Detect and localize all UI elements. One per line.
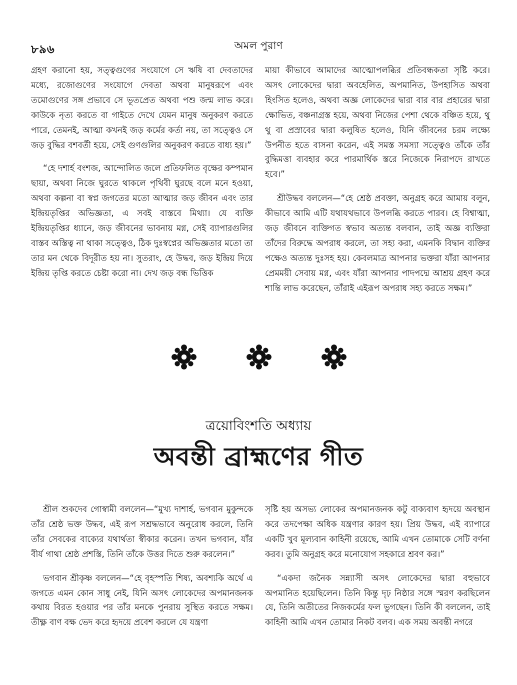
paragraph: শ্রীউদ্ধব বললেন—“হে শ্রেষ্ঠ প্রবক্তা, অনুগ্রহ করে আমায় বলুন, কীভাবে আমি এটি যথাযথভাবে উপলব্ধি করতে পারব। হে বিশ্বাত্মা, জড় জীবনে ব্যক্তিগত স্বভাব অত্যন্ত বলবান, তাই অজ্ঞ ব্যক্তিরা তাঁদের বিরুদ্ধে অপরাধ করলে, তা সহ্য করা, এমনকি বিদ্বান ব্যক্তির পক্ষেও অত্যন্ত দুঃসহ হয়। কেবলমাত্র আপনার ভক্তরা যাঁরা আপনার প্রেমময়ী সেবায় মগ্ন, এবং যাঁরা আপনার পাদপদ্মে আশ্রয় গ্রহণ করে শান্তি লাভ করেছেন, তাঁরাই এইরূপ অপরাধ সহ্য করতে সক্ষম।” [265, 193, 490, 293]
text-column-left-bottom [31, 502, 253, 630]
paragraph: সৃষ্টি হয় অসভ্য লোকের অপমানজনক কটু বাক্যবাণ হৃদয়ে অবস্থান করে তদপেক্ষা অধিক যন্ত্রণার কারণ হয়। প্রিয় উদ্ধব, এই ব্যাপারে একটি খুব মূল্যবান কাহিনী রয়েছে, আমি এখন তোমাকে সেটি বর্ণনা করব। তুমি অনুগ্রহ করে মনোযোগ সহকারে শ্রবণ কর।” [265, 504, 490, 559]
paragraph: মায়া কীভাবে আমাদের আত্মোপলব্ধির প্রতিবন্ধকতা সৃষ্টি করে। অসৎ লোকেদের দ্বারা অবহেলিত, অপমানিত, উপহাসিত অথবা হিংসিত হলেও, অথবা অজ্ঞ লোকেদের দ্বারা বার বার প্রহারের দ্বারা ক্ষোভিত, বঞ্চনাগ্রস্ত হয়ে, অথবা নিজের পেশা থেকে বঞ্চিত হয়ে, থু থু বা প্রস্রাবের দ্বারা কলুষিত হলেও, যিনি জীবনের চরম লক্ষ্যে উপনীত হতে বাসনা করেন, এই সমস্ত সমস্যা সত্ত্বেও তাঁকে তাঁর বুদ্ধিমত্তা ব্যবহার করে পারমার্থিক স্তরে নিজেকে নিরাপদে রাখতে হবে।” [265, 65, 490, 180]
chapter-label: ত্রয়োবিংশতি অধ্যায় [205, 418, 312, 434]
paragraph: “হে দশার্হ বংশজ, আন্দোলিত জলে প্রতিফলিত বৃক্ষের কম্পমান ছায়া, অথবা নিজে ঘুরতে থাকলে পৃথিবী ঘুরছে বলে মনে হওয়া, অথবা কল্পনা বা স্বপ্ন জগতের মতো আত্মার জড় জীবন এবং তার ইন্দ্রিয়তৃপ্তির অভিজ্ঞতা, এ সবই বাস্তবে মিথ্যা। যে ব্যক্তি ইন্দ্রিয়তৃপ্তির ধ্যানে, জড় জীবনের ভাবনায় মগ্ন, সেই ব্যাপারগুলির বাস্তব অস্তিত্ব না থাকা সত্ত্বেও, ঠিক দুঃস্বপ্নের অভিজ্ঞতার মতো তা তার মন থেকে বিদূরীত হয় না। সুতরাং, হে উদ্ধব, জড় ইন্দ্রিয় দিয়ে ইন্দ্রিয় তৃপ্তি করতে চেষ্টা করো না। দেখ জড় বন্ধ ভিত্তিক [31, 163, 253, 278]
flower-ornament-icon [246, 344, 272, 370]
section-divider [0, 344, 517, 370]
paragraph: “একদা জনৈক সন্ন্যাসী অসৎ লোকেদের দ্বারা বহুভাবে অপমানিত হয়েছিলেন। তিনি কিন্তু দৃঢ় নিষ্ঠার সঙ্গে স্মরণ করছিলেন যে, তিনি অতীতের নিজকর্মের ফল ভুগছেন। তিনি কী বললেন, তাই কাহিনী আমি এখন তোমার নিকট বলব। এক সময় অবন্তী নগরে [265, 572, 490, 628]
text-column-right-top [265, 63, 490, 296]
paragraph: গ্রহণ করানো হয়, সত্ত্বগুণের সংযোগে সে ঋষি বা দেবতাদের মধ্যে, রজোগুণের সংযোগে দেবতা অথবা মানুষরূপে এবং তমোগুণের সঙ্গ প্রভাবে সে ভূতপ্রেত অথবা পশু জন্ম লাভ করে। কাউকে নৃত্য করতে বা গাইতে দেখে যেমন মানুষ অনুকরণ করতে পারে, তেমনই, আত্মা কখনই জড় কর্মের কর্তা নয়, তা সত্ত্বেও সে জড় বুদ্ধির বশবর্তী হয়ে, সেই গুণগুলির অনুকরণ করতে বাধ্য হয়।” [31, 65, 253, 150]
running-title: অমল পুরাণ [234, 40, 283, 52]
text-column-left-top [31, 63, 253, 281]
flower-ornament-icon [321, 344, 347, 370]
paragraph: ভগবান শ্রীকৃষ্ণ বললেন—“হে বৃহস্পতি শিষ্য, অবশ্যকি অর্থে এ জগতে এমন কোন সাধু নেই, যিনি অসৎ লোকেদের অপমানজনক কথায় বিরত হওয়ার পর তাঁর মনকে পুনরায় সুস্থিত করতে সক্ষম। তীক্ষ্ণ বাণ বক্ষ ভেদ করে হৃদয়ে প্রবেশ করলে যে যন্ত্রণা [31, 572, 253, 628]
flower-ornament-icon [171, 344, 197, 370]
chapter-title: অবন্তী ব্রাহ্মণের গীত [153, 442, 364, 471]
page-number: ৮৯৬ [31, 42, 55, 56]
text-column-right-bottom [265, 502, 490, 630]
paragraph: শ্রীল শুকদেব গোস্বামী বললেন—“মুখ্য দাশার্হ, ভগবান মুকুন্দকে তাঁর শ্রেষ্ঠ ভক্ত উদ্ধব, এই রূপ সশ্রদ্ধভাবে অনুরোধ করলে, তিনি তাঁর সেবকের বাক্যের যথার্থতা স্বীকার করেন। তখন ভগবান, যাঁর বীর্য গাথা শ্রেষ্ঠ প্রশস্তি, তিনি তাঁকে উত্তর দিতে শুরু করলেন।” [31, 504, 253, 559]
